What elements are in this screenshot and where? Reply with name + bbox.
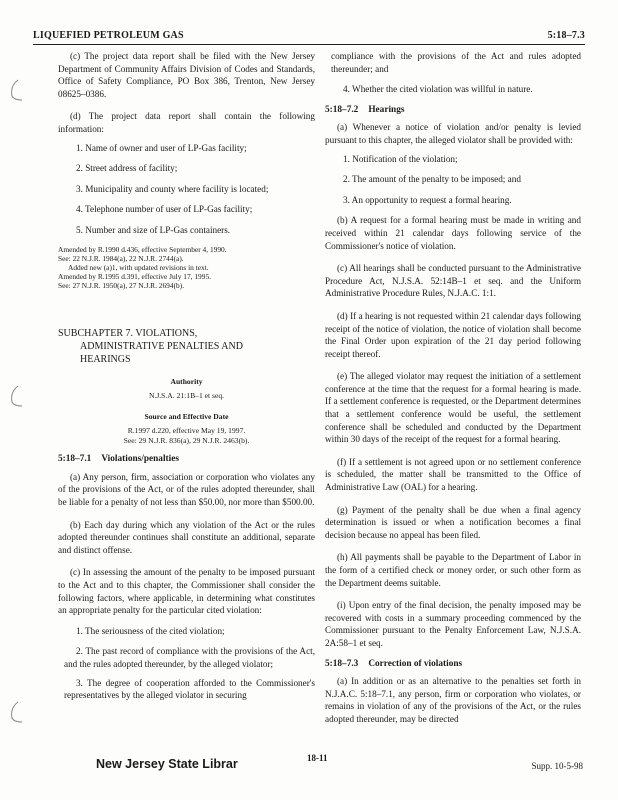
left-column — [58, 50, 315, 708]
a-list — [325, 153, 581, 207]
binding-hole-mark — [6, 384, 28, 410]
paragraph: (e) The alleged violator may request the initiation of a settlement conference at the time that the request for a formal hearing is made. If a settlement conference is requested, or the Department determines that a settlement conference would be useful, the settlement conference shall be scheduled and conducted by the Department within 30 days of the receipt of the request for a formal hearing. — [325, 371, 581, 445]
paragraph-c: (c) The project data report shall be filed with the New Jersey Department of Community Affairs Division of Codes and Standards, Office of Safety Compliance, PO Box 386, Trenton, New Jersey 08625–0386. — [58, 51, 315, 99]
section-title: Hearings — [368, 104, 405, 115]
header-rule — [33, 44, 585, 45]
paragraph: (h) All payments shall be payable to the Department of Labor in the form of a certified check or money order, or such other form as the Department deems suitable. — [325, 552, 581, 588]
right-column — [325, 50, 581, 732]
page-number: 18-11 — [307, 753, 328, 763]
running-header — [33, 30, 585, 41]
list-item: 3. Municipality and county where facility is located; — [76, 183, 269, 194]
subchapter-title-line: HEARINGS — [80, 353, 131, 365]
section-number: 5:18–7.3 — [325, 658, 359, 669]
list-item: 1. The seriousness of the cited violation; — [76, 625, 225, 636]
source-title: Source and Effective Date — [144, 411, 229, 421]
list-item: 4. Whether the cited violation was willful in nature. — [343, 84, 533, 95]
paragraph-d: (d) The project data report shall contain the following information: — [58, 111, 315, 134]
history-note: See: 22 N.J.R. 1984(a), 22 N.J.R. 2744(a). — [58, 253, 184, 263]
list-item: 1. Notification of the violation; — [343, 153, 458, 164]
list-item: 3. The degree of cooperation afforded to the Commissioner's representatives by the alleged violator in securing — [64, 677, 315, 701]
paragraph: (i) Upon entry of the final decision, the penalty imposed may be recovered with costs in a summary proceeding commenced by the Commissioner pursuant to the Penalty Enforcement Law, N.J.S.A. 2A:58–1 et seq. — [325, 600, 581, 648]
list-item: 1. Name of owner and user of LP-Gas facility; — [76, 142, 247, 153]
history-note: Amended by R.1990 d.436, effective September 4, 1990. — [58, 244, 227, 254]
list-item: 4. Telephone number of user of LP-Gas facility; — [76, 204, 253, 215]
paragraph: (b) A request for a formal hearing must be made in writing and received within 21 calendar days following service of the Commissioner's notice of violation. — [325, 215, 581, 251]
history-note: See: 27 N.J.R. 1950(a), 27 N.J.R. 2694(b). — [58, 281, 185, 291]
section-title: Correction of violations — [368, 658, 463, 669]
paragraph: (c) In assessing the amount of the penalty to be imposed pursuant to the Act and to this chapter, the Commissioner shall consider the following factors, where applicable, in determining what constitutes an appropriate penalty for the particular cited violation: — [58, 567, 315, 616]
paragraph: compliance with the provisions of the Act and rules adopted thereunder; and — [331, 51, 581, 74]
header-section: 5:18–7.3 — [547, 30, 585, 41]
supplement-date: Supp. 10-5-98 — [531, 761, 583, 771]
subchapter-title-line: ADMINISTRATIVE PENALTIES AND — [80, 340, 243, 352]
section-number: 5:18–7.1 — [58, 454, 92, 465]
source-line: R.1997 d.220, effective May 19, 1997. — [127, 426, 246, 436]
authority-body: N.J.S.A. 21:1B–1 et seq. — [148, 391, 225, 401]
paragraph: (a) In addition or as an alternative to the penalties set forth in N.J.A.C. 5:18–7.1, any person, firm or corporation who violates, or remains in violation of any of the provisions of the Act, or the rules adopted thereunder, may be directed — [325, 676, 581, 724]
history-note: Added new (a)1, with updated revisions in text. — [68, 262, 209, 272]
list-item: 5. Number and size of LP-Gas containers. — [76, 224, 231, 235]
authority-title: Authority — [170, 376, 203, 386]
d-list — [58, 142, 315, 237]
list-item: 2. The amount of the penalty to be imposed; and — [343, 174, 521, 185]
paragraph: (a) Whenever a notice of violation and/or penalty is levied pursuant to this chapter, the alleged violator shall be provided with: — [325, 122, 581, 145]
section-heading-7-2 — [325, 104, 581, 117]
paragraph: (d) If a hearing is not requested within 21 calendar days following receipt of the notice of violation, the notice of violation shall become the Final Order upon expiration of the 21 day period following receipt thereof. — [325, 310, 581, 359]
binding-hole-mark — [6, 78, 28, 104]
page-footer — [33, 753, 585, 771]
paragraph: (c) All hearings shall be conducted pursuant to the Administrative Procedure Act, N.J.S.A. 52:14B–1 et seq. and the Uniform Administrative Procedure Rules, N.J.A.C. 1:1. — [325, 263, 581, 299]
paragraph: (b) Each day during which any violation of the Act or the rules adopted thereunder continues shall constitute an additional, separate and distinct offense. — [58, 519, 315, 555]
section-title: Violations/penalties — [101, 454, 179, 465]
paragraph: (a) Any person, firm, association or corporation who violates any of the provisions of the Act, or of the rules adopted thereunder, shall be liable for a penalty of not less than $50.00, nor more than $500.00. — [58, 471, 315, 508]
section-number: 5:18–7.2 — [325, 104, 359, 115]
section-heading-7-3 — [325, 658, 581, 671]
section-heading-7-1 — [58, 453, 315, 466]
list-item: 2. The past record of compliance with the provisions of the Act, and the rules adopted thereunder, by the alleged violator; — [64, 646, 315, 669]
paragraph: (f) If a settlement is not agreed upon or no settlement conference is scheduled, the matter shall be transmitted to the Office of Administrative Law (OAL) for a hearing. — [325, 456, 581, 493]
subchapter-title-line: SUBCHAPTER 7. VIOLATIONS, — [58, 327, 198, 339]
source-body — [58, 426, 315, 445]
header-title: LIQUEFIED PETROLEUM GAS — [33, 30, 184, 41]
history-notes — [58, 245, 315, 291]
paragraph: (g) Payment of the penalty shall be due when a final agency determination is issued or when a notification becomes a final decision because no appeal has been filed. — [325, 504, 581, 540]
history-note: Amended by R.1995 d.391, effective July 17, 1995. — [58, 272, 211, 282]
binding-hole-mark — [6, 700, 28, 726]
library-stamp: New Jersey State Librar — [96, 757, 238, 771]
list-item: 2. Street address of facility; — [76, 163, 178, 174]
source-line: See: 29 N.J.R. 836(a), 29 N.J.R. 2463(b). — [123, 435, 250, 445]
list-item: 3. An opportunity to request a formal hearing. — [343, 194, 512, 205]
subchapter-heading — [58, 327, 315, 366]
